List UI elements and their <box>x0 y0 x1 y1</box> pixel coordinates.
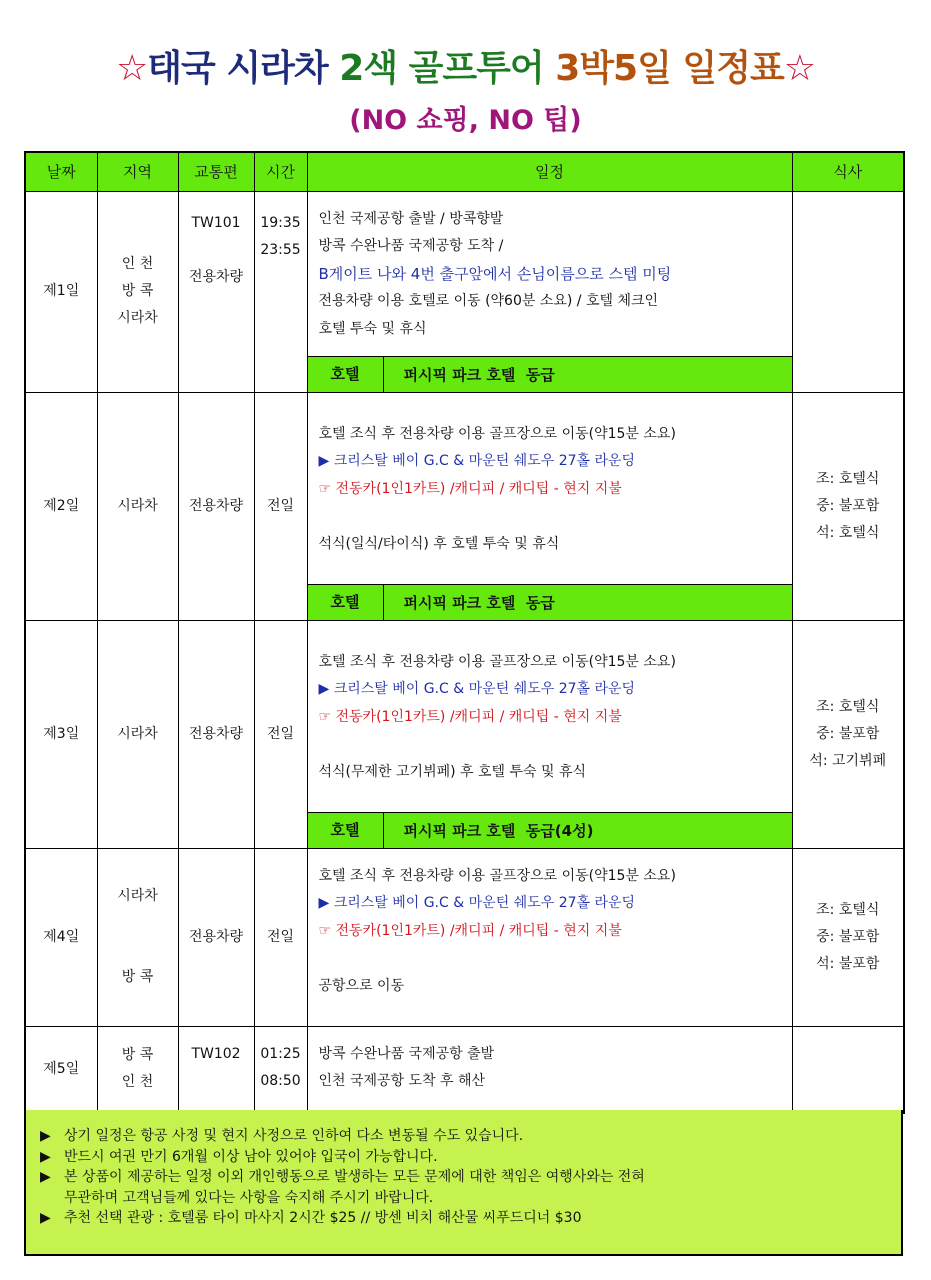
meal-cell <box>792 1026 904 1113</box>
plan-lines <box>308 192 792 344</box>
transport-cell-line: TW102 <box>191 1045 241 1062</box>
header-day: 날짜 <box>25 152 97 191</box>
hotel-name: 퍼시픽 파크 호텔 동급(4성) <box>403 821 594 840</box>
plan-lines <box>308 393 792 559</box>
hotel-label: 호텔 <box>308 813 384 848</box>
plan-line: 전용차량 이용 호텔로 이동 (약60분 소요) / 호텔 체크인 <box>318 293 659 309</box>
hotel-label: 호텔 <box>308 357 384 392</box>
table-row <box>25 392 904 620</box>
plan-line: 호텔 조식 후 전용차량 이용 골프장으로 이동(약15분 소요) <box>318 867 676 884</box>
region-cell-line <box>98 937 178 964</box>
note-line <box>40 1147 901 1168</box>
meal-line: 중: 불포함 <box>816 725 880 742</box>
table-header-row <box>25 152 904 191</box>
transport-cell <box>178 1026 254 1113</box>
plan-line: ▶ 크리스탈 베이 G.C & 마운틴 쉐도우 27홀 라운딩 <box>318 453 636 469</box>
page-title <box>0 40 931 91</box>
star-left-icon: ☆ <box>115 48 148 89</box>
region-cell-line: 인 천 <box>121 256 154 272</box>
note-bullet-icon: ▶ <box>40 1169 51 1185</box>
transport-cell <box>178 392 254 620</box>
transport-cell-line: 전용차량 <box>188 497 244 514</box>
meal-line: 중: 불포함 <box>816 928 880 945</box>
transport-cell-line: TW101 <box>191 214 241 231</box>
table-row <box>25 848 904 1026</box>
plan-line <box>319 731 792 759</box>
meal-cell <box>792 191 904 392</box>
table-row <box>25 1026 904 1113</box>
region-cell-line: 시라차 <box>117 310 158 326</box>
plan-line: ☞ 전동카(1인1카트) /캐디피 / 캐디팁 - 현지 지불 <box>318 922 622 939</box>
region-cell <box>97 848 178 1026</box>
region-cell <box>97 392 178 620</box>
day-cell: 제2일 <box>25 392 97 620</box>
time-cell-line: 전일 <box>266 497 295 514</box>
plan-lines <box>308 849 792 1001</box>
time-cell <box>254 191 307 392</box>
hotel-label: 호텔 <box>308 585 384 620</box>
header-time: 시간 <box>254 152 307 191</box>
plan-cell <box>307 1026 792 1113</box>
note-bullet-icon: ▶ <box>40 1148 51 1165</box>
meal-line: 석: 호텔식 <box>816 524 880 541</box>
plan-line: 호텔 조식 후 전용차량 이용 골프장으로 이동(약15분 소요) <box>318 653 676 670</box>
note-text: 무관하며 고객님들께 있다는 사항을 숙지해 주시기 바랍니다. <box>64 1189 434 1206</box>
meal-line: 조: 호텔식 <box>816 901 880 918</box>
note-line <box>40 1208 901 1229</box>
table-row <box>25 620 904 848</box>
time-cell <box>254 620 307 848</box>
header-transport: 교통편 <box>178 152 254 191</box>
transport-cell-line: 전용차량 <box>188 725 244 742</box>
meal-cell <box>792 620 904 848</box>
plan-cell <box>307 848 792 1026</box>
region-cell-line: 시라차 <box>117 725 158 742</box>
plan-wrap <box>308 621 792 848</box>
plan-wrap <box>308 1027 792 1112</box>
hotel-name: 퍼시픽 파크 호텔 동급 <box>403 593 555 612</box>
plan-wrap <box>308 849 792 1026</box>
meal-line: 조: 호텔식 <box>816 698 880 715</box>
day-cell: 제3일 <box>25 620 97 848</box>
plan-line: ▶ 크리스탈 베이 G.C & 마운틴 쉐도우 27홀 라운딩 <box>318 681 636 697</box>
time-cell <box>254 1026 307 1113</box>
note-text: 추천 선택 관광 : 호텔룸 타이 마사지 2시간 $25 // 방센 비치 해산물 씨푸드디너 $30 <box>64 1210 582 1226</box>
note-line <box>40 1126 901 1147</box>
day-cell: 제5일 <box>25 1026 97 1113</box>
plan-wrap <box>308 393 792 620</box>
plan-line: 호텔 투숙 및 휴식 <box>318 320 427 337</box>
meal-line: 석: 불포함 <box>816 955 880 972</box>
plan-line: B게이트 나와 4번 출구앞에서 손님이름으로 스텝 미팅 <box>318 264 672 283</box>
plan-line: 방콕 수완나품 국제공항 출발 <box>318 1045 495 1062</box>
note-bullet-icon: ▶ <box>40 1128 51 1144</box>
plan-cell <box>307 620 792 848</box>
time-cell-line: 23:55 <box>260 241 301 258</box>
day-cell: 제1일 <box>25 191 97 392</box>
plan-line: 인천 국제공항 도착 후 해산 <box>318 1073 486 1089</box>
note-text: 본 상품이 제공하는 일정 이외 개인행동으로 발생하는 모든 문제에 대한 책임은 여행사와는 전혀 <box>64 1169 645 1185</box>
time-cell <box>254 848 307 1026</box>
plan-line: ☞ 전동카(1인1카트) /캐디피 / 캐디팁 - 현지 지불 <box>318 480 622 497</box>
plan-cell <box>307 191 792 392</box>
transport-cell <box>178 848 254 1026</box>
note-bullet-icon: ▶ <box>40 1210 51 1226</box>
note-text: 반드시 여권 만기 6개월 이상 남아 있어야 입국이 가능합니다. <box>64 1148 438 1165</box>
plan-line: 석식(무제한 고기뷔페) 후 호텔 투숙 및 휴식 <box>318 763 587 780</box>
meal-cell <box>792 848 904 1026</box>
time-cell-line: 19:35 <box>260 214 301 231</box>
region-cell-line: 인 천 <box>121 1074 154 1090</box>
meal-line: 석: 고기뷔페 <box>809 752 887 769</box>
title-destination: 태국 시라차 <box>147 48 328 89</box>
plan-line: 방콕 수완나품 국제공항 도착 / <box>318 238 504 254</box>
transport-cell <box>178 191 254 392</box>
time-cell-line: 전일 <box>266 928 295 945</box>
plan-line: ☞ 전동카(1인1카트) /캐디피 / 캐디팁 - 현지 지불 <box>318 708 622 725</box>
region-cell-line: 방 콕 <box>121 969 154 985</box>
plan-line: 석식(일식/타이식) 후 호텔 투숙 및 휴식 <box>318 535 560 552</box>
itinerary-table <box>24 151 905 1114</box>
day-cell: 제4일 <box>25 848 97 1026</box>
note-text: 상기 일정은 항공 사정 및 현지 사정으로 인하여 다소 변동될 수도 있습니다. <box>64 1128 524 1144</box>
transport-cell-line: 전용차량 <box>188 928 244 945</box>
region-cell-line: 방 콕 <box>121 283 154 299</box>
plan-line: 호텔 조식 후 전용차량 이용 골프장으로 이동(약15분 소요) <box>318 425 676 442</box>
transport-cell-line <box>179 237 254 264</box>
plan-line: ▶ 크리스탈 베이 G.C & 마운틴 쉐도우 27홀 라운딩 <box>318 895 636 911</box>
title-tour-type: 2색 골프투어 <box>339 48 544 89</box>
plan-cell <box>307 392 792 620</box>
time-cell-line: 01:25 <box>260 1045 301 1062</box>
star-right-icon: ☆ <box>783 48 816 89</box>
time-cell <box>254 392 307 620</box>
region-cell-line: 시라차 <box>117 497 158 514</box>
meal-cell <box>792 392 904 620</box>
page-subtitle: (NO 쇼핑, NO 팁) <box>349 105 582 136</box>
note-line <box>40 1167 901 1188</box>
header-plan: 일정 <box>307 152 792 191</box>
meal-line: 조: 호텔식 <box>816 470 880 487</box>
region-cell-line: 방 콕 <box>121 1047 154 1063</box>
plan-line <box>319 945 792 973</box>
note-line <box>40 1188 901 1209</box>
plan-wrap <box>308 192 792 392</box>
plan-lines <box>308 1027 792 1096</box>
region-cell <box>97 1026 178 1113</box>
plan-line: 공항으로 이동 <box>318 977 405 994</box>
hotel-bar <box>308 584 792 620</box>
notes-box <box>24 1110 903 1256</box>
transport-cell <box>178 620 254 848</box>
hotel-name: 퍼시픽 파크 호텔 동급 <box>403 365 555 384</box>
region-cell <box>97 191 178 392</box>
plan-line: 인천 국제공항 출발 / 방콕향발 <box>318 210 504 227</box>
plan-lines <box>308 621 792 787</box>
plan-line <box>319 503 792 531</box>
table-row <box>25 191 904 392</box>
time-cell-line: 08:50 <box>260 1072 301 1089</box>
time-cell-line: 전일 <box>266 725 295 742</box>
header-region: 지역 <box>97 152 178 191</box>
region-cell-line: 시라차 <box>117 888 158 904</box>
region-cell <box>97 620 178 848</box>
title-duration: 3박5일 일정표 <box>555 48 784 89</box>
transport-cell-line: 전용차량 <box>188 268 244 285</box>
meal-line: 중: 불포함 <box>816 497 880 514</box>
hotel-bar <box>308 356 792 392</box>
header-meal: 식사 <box>792 152 904 191</box>
hotel-bar <box>308 812 792 848</box>
region-cell-line <box>98 910 178 937</box>
